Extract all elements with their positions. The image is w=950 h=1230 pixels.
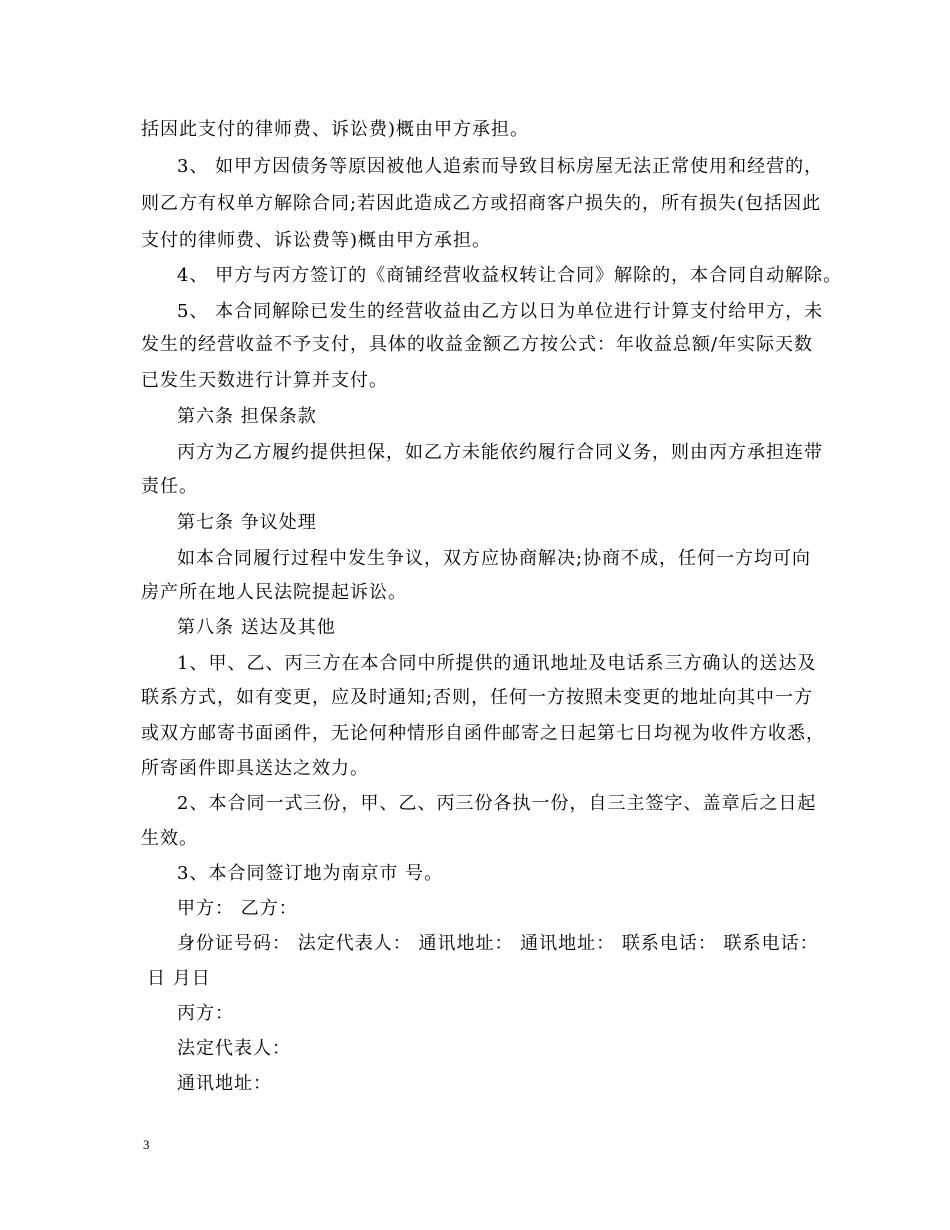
- page-number: 3: [143, 1137, 150, 1152]
- signature-party-c: 丙方：: [177, 1003, 234, 1024]
- text-line: 如本合同履行过程中发生争议，双方应协商解决;协商不成，任何一方均可向: [177, 548, 812, 569]
- text-line: 丙方为乙方履约提供担保，如乙方未能依约履行合同义务，则由丙方承担连带: [177, 442, 823, 463]
- text-line: 4、 甲方与丙方签订的《商铺经营收益权转让合同》解除的，本合同自动解除。: [177, 265, 843, 286]
- text-line: 1、甲、乙、丙三方在本合同中所提供的通讯地址及电话系三方确认的送达及: [177, 653, 817, 674]
- text-line: 所寄函件即具送达之效力。: [141, 758, 369, 779]
- text-line: 2、本合同一式三份，甲、乙、丙三份各执一份，自三主签字、盖章后之日起: [177, 793, 817, 814]
- text-line: 生效。: [141, 828, 198, 849]
- signature-address: 通讯地址：: [177, 1073, 272, 1094]
- signature-parties: 甲方： 乙方：: [177, 898, 298, 919]
- text-line: 已发生天数进行计算并支付。: [141, 370, 388, 391]
- text-line: 5、 本合同解除已发生的经营收益由乙方以日为单位进行计算支付给甲方，未: [177, 301, 824, 322]
- text-line: 联系方式，如有变更，应及时通知;否则，任何一方按照未变更的地址向其中一方: [141, 687, 814, 708]
- signature-representative: 法定代表人：: [177, 1038, 291, 1059]
- text-line: 房产所在地人民法院提起诉讼。: [141, 582, 407, 603]
- text-line: 支付的律师费、诉讼费等)概由甲方承担。: [141, 230, 492, 251]
- text-line: 括因此支付的律师费、诉讼费)概由甲方承担。: [141, 119, 530, 140]
- section-heading: 第八条 送达及其他: [177, 617, 336, 638]
- text-line: 3、 如甲方因债务等原因被他人追索而导致目标房屋无法正常使用和经营的，: [177, 156, 824, 177]
- text-line: 责任。: [141, 476, 198, 497]
- section-heading: 第六条 担保条款: [177, 406, 317, 427]
- text-line: 则乙方有权单方解除合同;若因此造成乙方或招商客户损失的，所有损失(包括因此: [141, 193, 822, 214]
- signature-date: 日 月日: [147, 968, 211, 989]
- section-heading: 第七条 争议处理: [177, 512, 317, 533]
- text-line: 3、本合同签订地为南京市 号。: [177, 863, 444, 884]
- text-line: 发生的经营收益不予支付，具体的收益金额乙方按公式：年收益总额/年实际天数: [141, 334, 814, 355]
- signature-fields: 身份证号码： 法定代表人： 通讯地址： 通讯地址： 联系电话： 联系电话：: [177, 933, 819, 954]
- text-line: 或双方邮寄书面函件，无论何种情形自函件邮寄之日起第七日均视为收件方收悉，: [141, 723, 825, 744]
